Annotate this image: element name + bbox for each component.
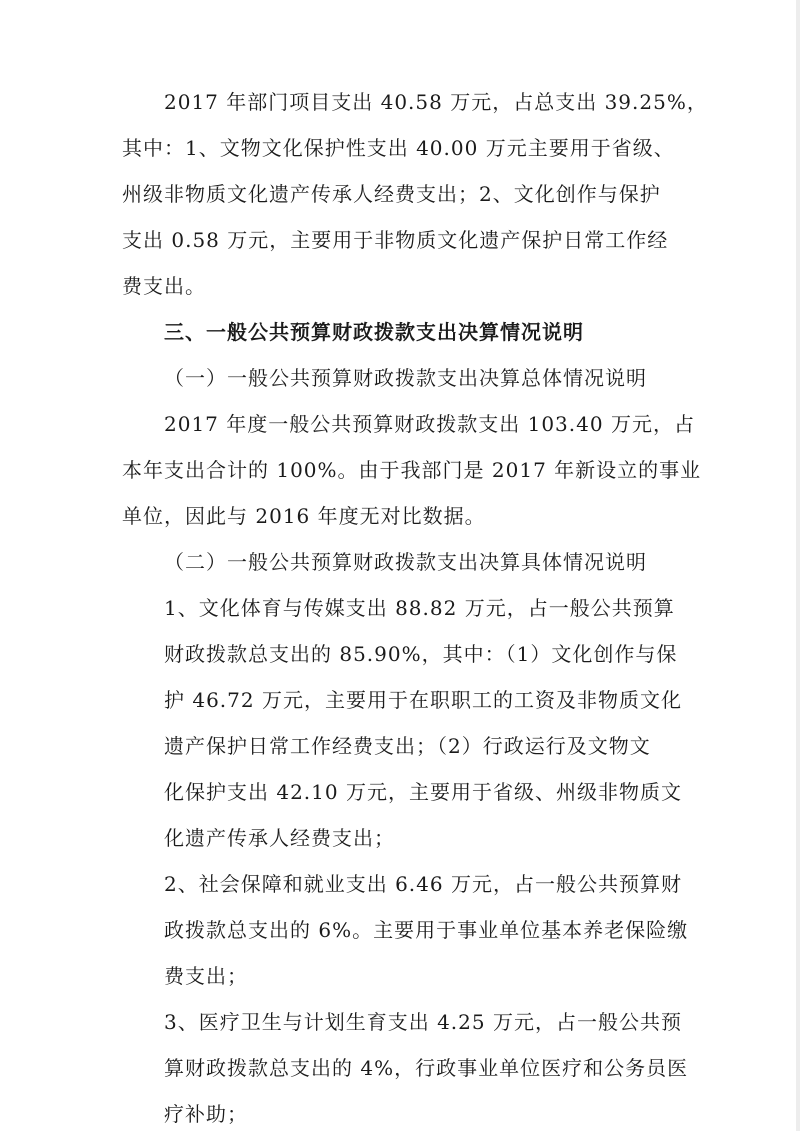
list-item-line: 1、文化体育与传媒支出 88.82 万元，占一般公共预算	[164, 596, 675, 620]
paragraph-line: 费支出。	[122, 274, 206, 298]
paragraph-line: 州级非物质文化遗产传承人经费支出；2、文化创作与保护	[122, 182, 661, 206]
paragraph-line: 其中：1、文物文化保护性支出 40.00 万元主要用于省级、	[122, 136, 675, 160]
paragraph-line: 支出 0.58 万元，主要用于非物质文化遗产保护日常工作经	[122, 228, 669, 252]
list-item-line: 费支出；	[164, 964, 248, 988]
paragraph-line: 单位，因此与 2016 年度无对比数据。	[122, 504, 486, 528]
list-item-line: 遗产保护日常工作经费支出；（2）行政运行及文物文	[164, 734, 651, 758]
list-item-line: 财政拨款总支出的 85.90%，其中：（1）文化创作与保	[164, 642, 678, 666]
paragraph-line: 2017 年部门项目支出 40.58 万元，占总支出 39.25%，	[164, 90, 708, 114]
list-item-line: 算财政拨款总支出的 4%，行政事业单位医疗和公务员医	[164, 1056, 689, 1080]
paragraph-line: 本年支出合计的 100%。由于我部门是 2017 年新设立的事业	[122, 458, 702, 482]
list-item-line: 疗补助；	[164, 1102, 248, 1126]
list-item-line: 政拨款总支出的 6%。主要用于事业单位基本养老保险缴	[164, 918, 689, 942]
list-item-line: 2、社会保障和就业支出 6.46 万元，占一般公共预算财	[164, 872, 682, 896]
list-item-line: 3、医疗卫生与计划生育支出 4.25 万元，占一般公共预	[164, 1010, 682, 1034]
section-heading: 三、一般公共预算财政拨款支出决算情况说明	[164, 320, 584, 344]
paragraph-line: 2017 年度一般公共预算财政拨款支出 103.40 万元，占	[164, 412, 695, 436]
subsection-heading: （二）一般公共预算财政拨款支出决算具体情况说明	[164, 550, 647, 574]
subsection-heading: （一）一般公共预算财政拨款支出决算总体情况说明	[164, 366, 647, 390]
list-item-line: 化保护支出 42.10 万元，主要用于省级、州级非物质文	[164, 780, 682, 804]
list-item-line: 化遗产传承人经费支出；	[164, 826, 395, 850]
list-item-line: 护 46.72 万元，主要用于在职职工的工资及非物质文化	[164, 688, 682, 712]
scan-edge	[796, 0, 800, 1131]
